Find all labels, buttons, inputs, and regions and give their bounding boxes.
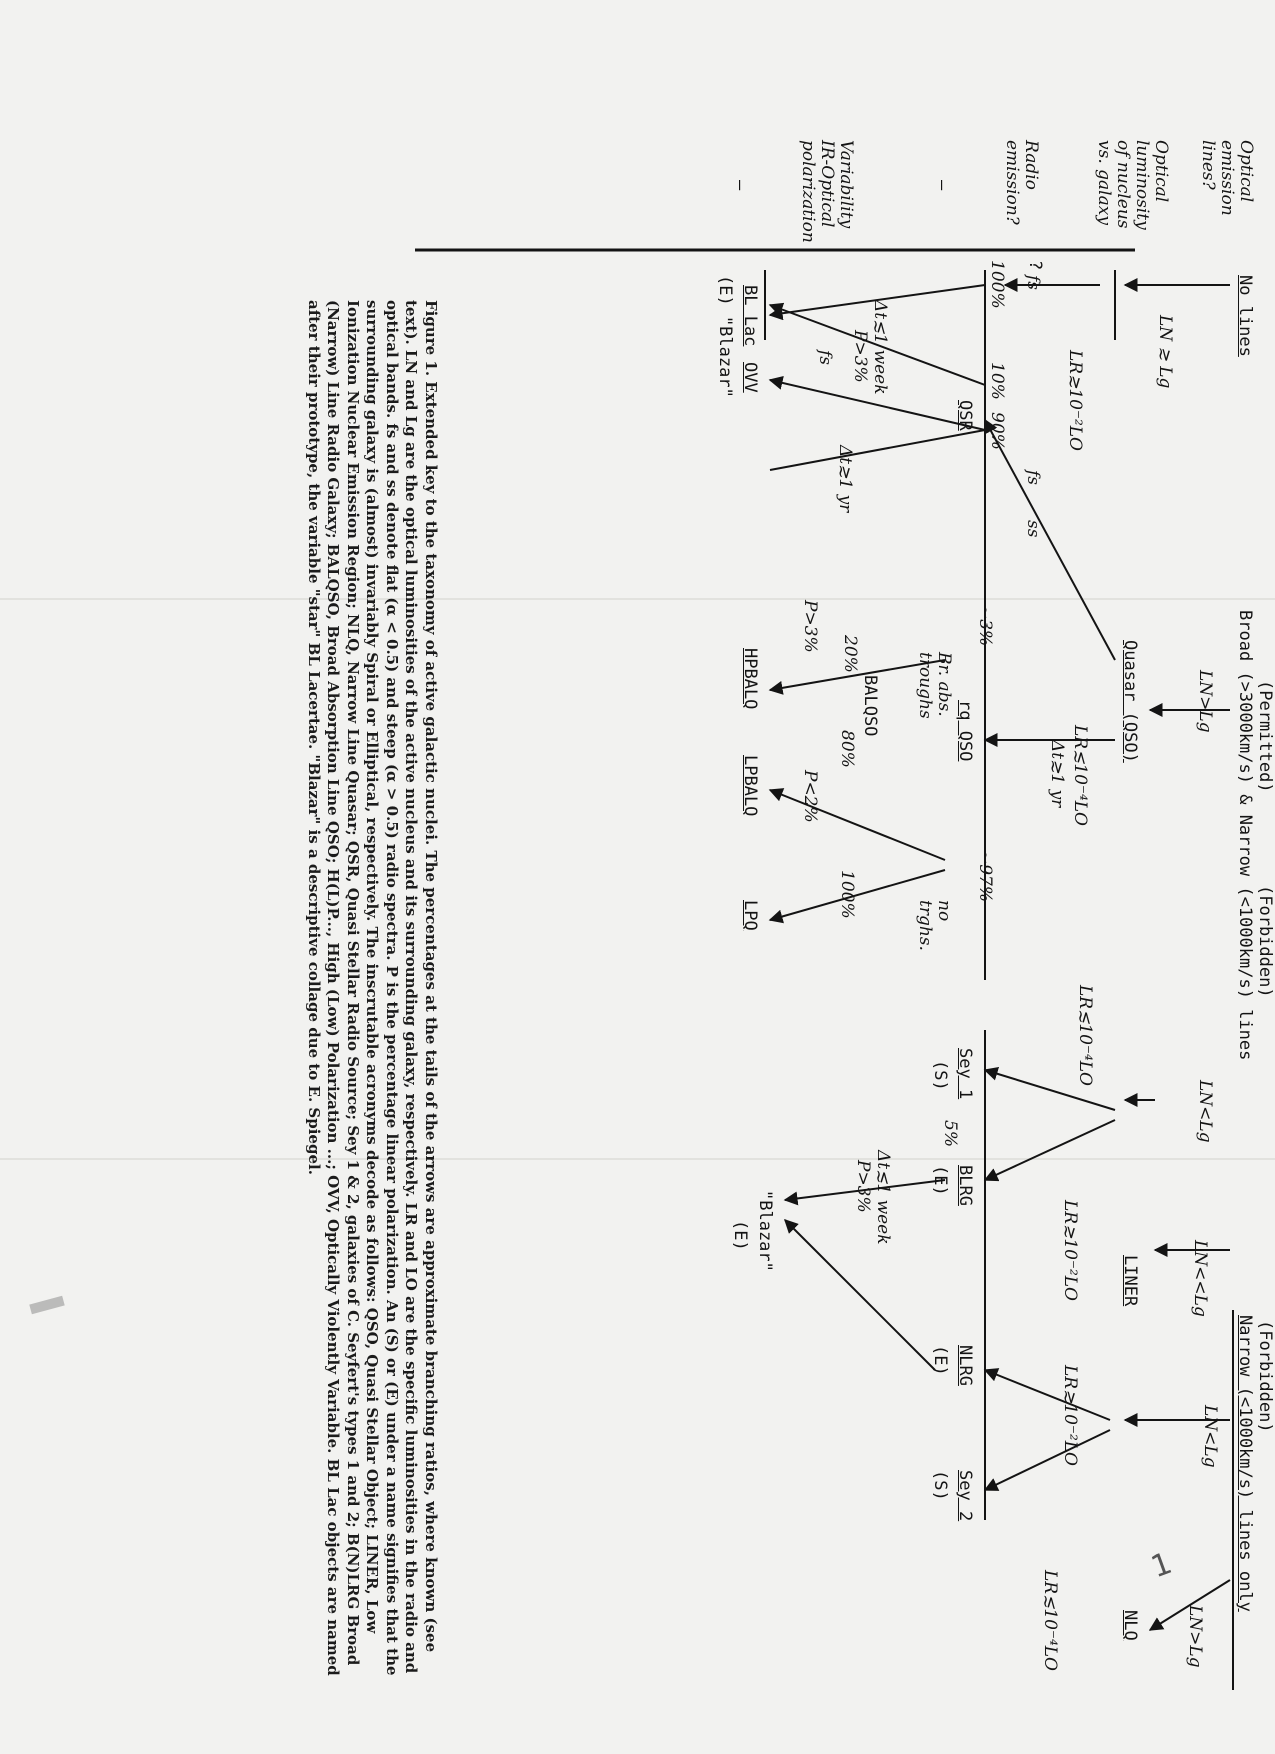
page-smudge [29, 1296, 64, 1314]
label-qsr: QSR [955, 400, 975, 431]
label-ln-lt-lg: LN<Lg [1195, 1080, 1215, 1143]
label-lr-ge-2b: LR≳10⁻²LO [1060, 1200, 1080, 1301]
label-bl-lac: BL Lac [740, 285, 760, 347]
label-lr-le-4b: LR≲10⁻⁴LO [1075, 985, 1095, 1086]
label-p2: P<2% [800, 770, 820, 823]
header-forbidden: (Forbidden) [1255, 885, 1275, 998]
label-lr-le-4c: LR≲10⁻⁴LO [1040, 1570, 1060, 1671]
label-ln-ll-lg: LN<<Lg [1190, 1240, 1210, 1317]
label-sey1: Sey 1 [955, 1048, 975, 1100]
label-blrg: BLRG [955, 1165, 975, 1206]
label-e-1: (E) [930, 1165, 950, 1196]
label-quasar: Quasar (QSO) [1120, 640, 1140, 763]
label-s-2: (S) [930, 1470, 950, 1501]
label-br-abs-troughs: Br. abs. troughs [915, 652, 954, 719]
header-no-lines: No lines [1235, 275, 1255, 357]
label-p3-c: P>3% [853, 1160, 873, 1213]
header-permitted: (Permitted) [1255, 680, 1275, 793]
label-s-1: (S) [930, 1060, 950, 1091]
pct-97: ~97% [975, 850, 995, 903]
label-e-2: (E) [930, 1345, 950, 1376]
label-lr-ge-2: LR≳10⁻²LO [1065, 350, 1085, 451]
label-dt-yr-a: Δt≳1 yr [1047, 740, 1067, 808]
label-sey2: Sey 2 [955, 1470, 975, 1522]
label-blazar-2: "Blazar" [755, 1190, 775, 1272]
row-label-dash: — [730, 180, 750, 191]
label-ss: ss [1023, 520, 1043, 538]
rotated-figure [275, 100, 1275, 1720]
header-forbidden-2: (Forbidden) [1255, 1320, 1275, 1433]
pct-3: ~3% [975, 605, 995, 647]
label-e-3: (E) [730, 1220, 750, 1251]
label-p3-b: P>3% [800, 600, 820, 653]
header-broad-narrow: Broad (>3000km/s) & Narrow (<1000km/s) lines [1235, 610, 1255, 1061]
row-label-radio: Radio emission? [1002, 140, 1041, 225]
label-ln-gt-lg: LN>Lg [1195, 670, 1215, 733]
label-nlrg: NLRG [955, 1345, 975, 1386]
label-radio-unknown: ? [1025, 260, 1045, 271]
label-ln-gt-lg-2: LN>Lg [1185, 1605, 1205, 1668]
figure-caption: Figure 1. Extended key to the taxonomy of active galactic nuclei. The percentages at the tails of the arrows are approximate branching ratios, where known (see text). LN and Lg are the optical luminosities of the active nucleus and its surrounding galaxy, respectively. LR and LO are the specific luminosities in the radio and optical bands. fs and ss denote flat (α < 0.5) and steep (α > 0.5) radio spectra. P is the percentage linear polarization. An (S) or (E) under a name signifies that the surrounding galaxy is (almost) invariably Spiral or Elliptical, respectively. The inscrutable acronyms decode as follows: QSO, Quasi Stellar Object; LINER, Low Ionization Nuclear Emission Region; NLQ, Narrow Line Quasar; QSR, Quasi Stellar Radio Source; Sey 1 & 2, galaxies of C. Seyfert's types 1 and 2; B(N)LRG Broad (Narrow) Line Radio Galaxy; BALQSO, Broad Absorption Line QSO; H(L)P..., High (Low) Polarization ...; OVV, Optically Violently Variable. BL Lac objects are named after their prototype, the variable "star" BL Lacertae. "Blazar" is a descriptive collage due to E. Spiegel. [305, 300, 440, 1676]
pct-10: 10% [987, 362, 1007, 400]
label-dt-yr-b: Δt≳1 yr [835, 445, 855, 513]
label-ln-ge-lg: LN ≳ Lg [1155, 315, 1175, 389]
label-fs-1: fs [1023, 275, 1043, 291]
pct-100-b: 100% [837, 870, 857, 919]
pct-5: 5% [940, 1120, 960, 1147]
label-fs-3: fs [815, 350, 835, 366]
label-liner: LINER [1120, 1255, 1140, 1307]
label-ln-lt-lg-2: LN<Lg [1200, 1405, 1220, 1468]
label-fs-2: fs [1023, 470, 1043, 486]
label-dt-week-a: Δt≲1 week [870, 300, 890, 395]
label-no-troughs: no trghs. [915, 900, 954, 951]
label-balqso: BALQSO [860, 675, 880, 737]
pct-20: 20% [840, 635, 860, 673]
label-blazar-e: (E) "Blazar" [715, 275, 735, 398]
header-narrow-only: Narrow (<1000km/s) lines only [1235, 1315, 1255, 1612]
row-label-optical-lines: Optical emission lines? [1198, 140, 1256, 216]
label-dt-week-b: Δt≲1 week [873, 1150, 893, 1245]
label-lr-ge-2c: LR≳10⁻²LO [1060, 1365, 1080, 1466]
pct-100-a: 100% [987, 260, 1007, 309]
page-mark: 1 [1146, 1545, 1177, 1586]
label-rq-qso: rq QSO [955, 700, 975, 762]
label-lpbalq: LPBALQ [740, 755, 760, 817]
pct-90: 90% [987, 412, 1007, 450]
label-hpbalq: HPBALQ [740, 648, 760, 710]
label-ovv: OVV [740, 362, 760, 393]
row-label-variability: Variability IR-Optical polarization [798, 140, 856, 243]
label-p3-a: P>3% [850, 330, 870, 383]
pct-80: 80% [837, 730, 857, 768]
label-lr-le-4a: LR≲10⁻⁴LO [1070, 725, 1090, 826]
row-label-dash: — [932, 180, 952, 191]
label-nlq: NLQ [1120, 1610, 1140, 1641]
row-label-luminosity: Optical luminosity of nucleus vs. galaxy [1094, 140, 1171, 230]
label-lpq: LPQ [740, 900, 760, 931]
